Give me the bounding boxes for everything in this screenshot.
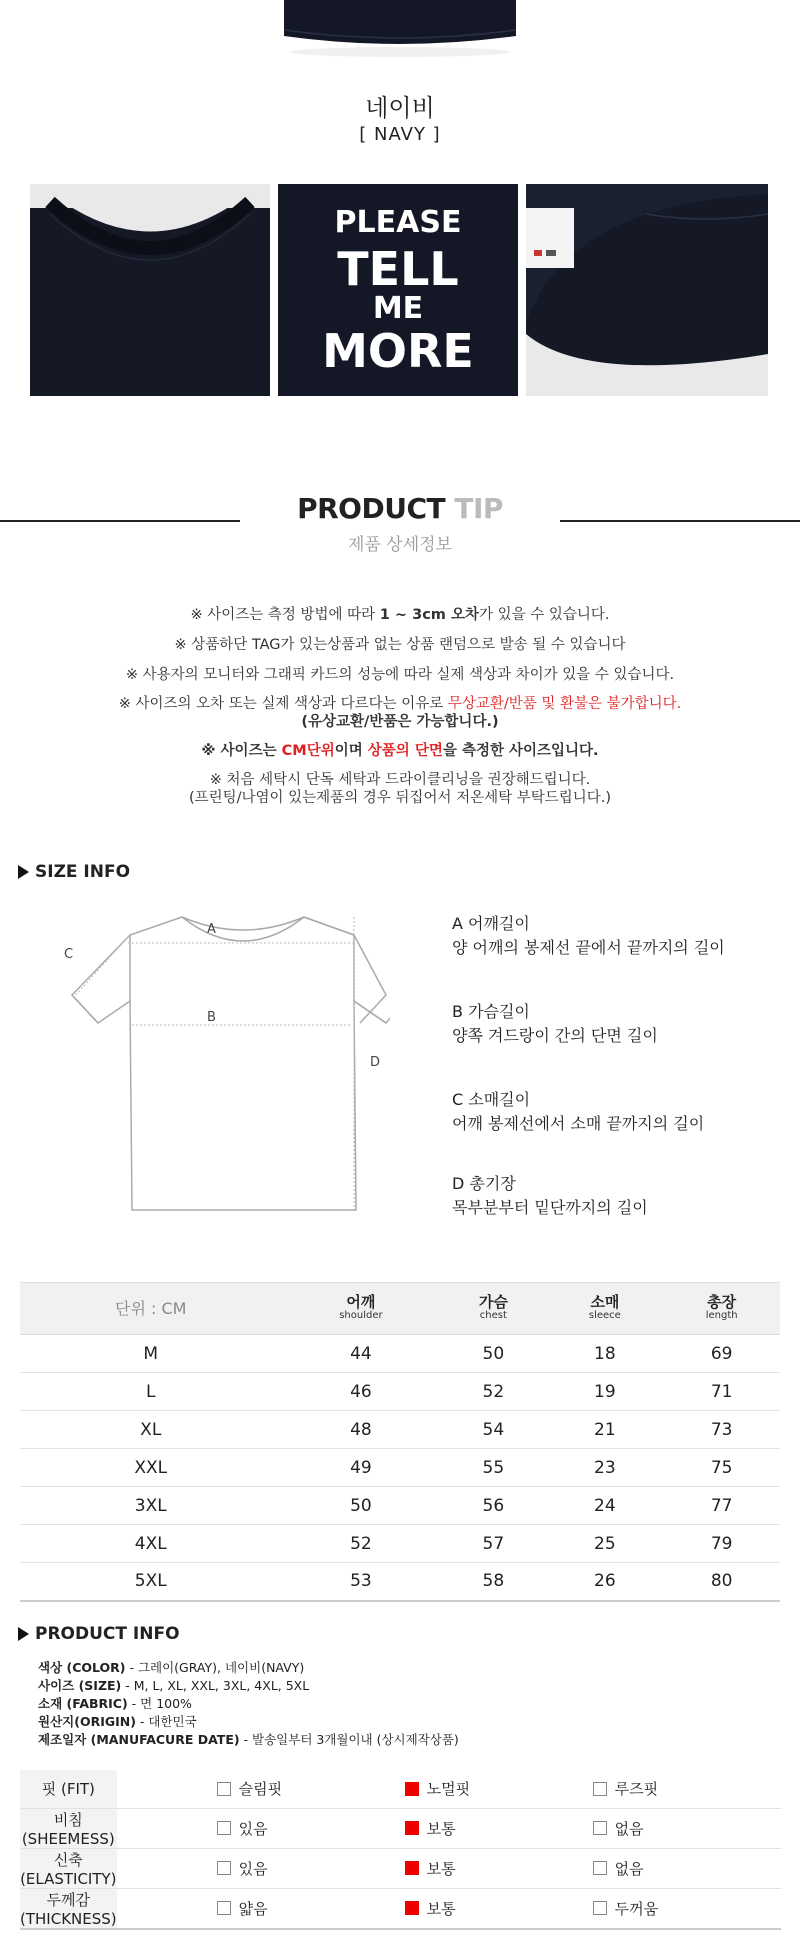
tip-title-dark: PRODUCT bbox=[297, 492, 446, 525]
product-info-key: 사이즈 (SIZE) bbox=[38, 1678, 122, 1693]
checkbox-icon bbox=[217, 1861, 231, 1875]
table-row bbox=[20, 1411, 780, 1449]
fit-option bbox=[405, 1898, 593, 1919]
table-row bbox=[20, 1373, 780, 1411]
label-d: D bbox=[370, 1055, 381, 1070]
table-row bbox=[20, 1335, 780, 1373]
notice-1: ※ 사이즈는 측정 방법에 따라 1 ~ 3cm 오차가 있을 수 있습니다. bbox=[190, 607, 610, 623]
definition-c bbox=[452, 1088, 792, 1136]
measure-cell: 50 bbox=[440, 1335, 546, 1373]
product-info-value: - 그레이(GRAY), 네이비(NAVY) bbox=[125, 1660, 305, 1675]
product-info-value: - 대한민국 bbox=[135, 1714, 197, 1729]
fit-option-label: 얇음 bbox=[238, 1899, 268, 1918]
fit-table bbox=[20, 1770, 781, 1930]
fit-row bbox=[20, 1848, 781, 1888]
notice-5: ※ 사이즈는 CM단위이며 상품의 단면을 측정한 사이즈입니다. bbox=[201, 743, 599, 759]
notice-list bbox=[0, 600, 800, 812]
triangle-icon bbox=[18, 865, 29, 879]
fit-options bbox=[117, 1808, 781, 1848]
fit-options bbox=[117, 1848, 781, 1888]
notice-3: ※ 사용자의 모니터와 그래픽 카드의 성능에 따라 실제 색상과 차이가 있을 수 있습니다. bbox=[125, 667, 675, 683]
measure-cell: 46 bbox=[281, 1373, 440, 1411]
fit-option bbox=[217, 1858, 405, 1879]
fit-options bbox=[117, 1770, 781, 1808]
measure-cell: 55 bbox=[440, 1449, 546, 1487]
size-cell: XL bbox=[20, 1411, 281, 1449]
measure-cell: 58 bbox=[440, 1563, 546, 1601]
product-info-item bbox=[38, 1695, 459, 1713]
measure-cell: 79 bbox=[663, 1525, 780, 1563]
measure-cell: 53 bbox=[281, 1563, 440, 1601]
fit-option bbox=[405, 1778, 593, 1799]
definition-a-desc: 양 어깨의 봉제선 끝에서 끝까지의 길이 bbox=[452, 938, 725, 957]
definition-b-desc: 양쪽 겨드랑이 간의 단면 길이 bbox=[452, 1026, 658, 1045]
fit-option bbox=[593, 1858, 781, 1879]
unit-label: 단위 : CM bbox=[20, 1283, 281, 1335]
fit-option bbox=[405, 1818, 593, 1839]
size-cell: 4XL bbox=[20, 1525, 281, 1563]
definition-a bbox=[452, 912, 792, 960]
measure-cell: 52 bbox=[281, 1525, 440, 1563]
print-photo bbox=[278, 184, 518, 396]
table-row bbox=[20, 1449, 780, 1487]
definition-d-title: D 총기장 bbox=[452, 1174, 516, 1193]
measure-cell: 25 bbox=[546, 1525, 663, 1563]
definition-a-title: A 어깨길이 bbox=[452, 914, 530, 933]
definition-b-title: B 가슴길이 bbox=[452, 1002, 530, 1021]
fit-option-label: 있음 bbox=[238, 1859, 268, 1878]
checkbox-icon bbox=[593, 1901, 607, 1915]
measure-cell: 71 bbox=[663, 1373, 780, 1411]
product-info-list bbox=[38, 1659, 459, 1749]
product-info-key: 소재 (FABRIC) bbox=[38, 1696, 128, 1711]
size-table bbox=[20, 1282, 780, 1602]
product-info-item bbox=[38, 1659, 459, 1677]
fit-row bbox=[20, 1770, 781, 1808]
product-tip-title bbox=[0, 492, 800, 525]
label-photo bbox=[526, 184, 768, 396]
checked-box-icon bbox=[405, 1782, 419, 1796]
measure-cell: 52 bbox=[440, 1373, 546, 1411]
checked-box-icon bbox=[405, 1821, 419, 1835]
notice-6: ※ 처음 세탁시 단독 세탁과 드라이클리닝을 권장해드립니다. (프린팅/나염이 있는제품의 경우 뒤집어서 저온세탁 부탁드립니다.) bbox=[188, 772, 612, 806]
tip-title-light: TIP bbox=[454, 492, 503, 525]
measure-cell: 24 bbox=[546, 1487, 663, 1525]
measure-cell: 48 bbox=[281, 1411, 440, 1449]
checkbox-icon bbox=[217, 1782, 231, 1796]
measure-cell: 54 bbox=[440, 1411, 546, 1449]
print-line-2: TELL bbox=[337, 242, 459, 296]
fit-option bbox=[217, 1898, 405, 1919]
size-cell: L bbox=[20, 1373, 281, 1411]
measure-cell: 57 bbox=[440, 1525, 546, 1563]
triangle-icon bbox=[18, 1627, 29, 1641]
fit-row-label: 신축 (ELASTICITY) bbox=[20, 1848, 117, 1888]
print-line-1: PLEASE bbox=[334, 205, 462, 240]
size-table-header bbox=[20, 1283, 780, 1335]
measure-cell: 26 bbox=[546, 1563, 663, 1601]
definition-b bbox=[452, 1000, 792, 1048]
size-cell: M bbox=[20, 1335, 281, 1373]
neckline-photo bbox=[30, 184, 270, 396]
product-info-item bbox=[38, 1731, 459, 1749]
checked-box-icon bbox=[405, 1901, 419, 1915]
fit-option bbox=[217, 1778, 405, 1799]
measure-cell: 50 bbox=[281, 1487, 440, 1525]
fit-row bbox=[20, 1888, 781, 1929]
fit-option-label: 슬림핏 bbox=[238, 1780, 283, 1799]
measure-cell: 49 bbox=[281, 1449, 440, 1487]
definition-d-desc: 목부분부터 밑단까지의 길이 bbox=[452, 1198, 648, 1217]
fit-option-label: 있음 bbox=[238, 1819, 268, 1838]
color-name-english: [ NAVY ] bbox=[359, 124, 441, 145]
measure-cell: 77 bbox=[663, 1487, 780, 1525]
fit-option-label: 보통 bbox=[426, 1859, 456, 1878]
fit-option bbox=[593, 1898, 781, 1919]
header-shoulder: 어깨 shoulder bbox=[281, 1283, 440, 1335]
checkbox-icon bbox=[217, 1821, 231, 1835]
measure-cell: 21 bbox=[546, 1411, 663, 1449]
size-info-title: SIZE INFO bbox=[35, 862, 131, 882]
header-chest: 가슴 chest bbox=[440, 1283, 546, 1335]
fit-row bbox=[20, 1808, 781, 1848]
print-line-3: ME bbox=[372, 291, 424, 326]
header-sleeve: 소매 sleece bbox=[546, 1283, 663, 1335]
fit-row-label: 핏 (FIT) bbox=[20, 1770, 117, 1808]
header-length: 총장 length bbox=[663, 1283, 780, 1335]
fit-option-label: 없음 bbox=[614, 1859, 644, 1878]
measure-cell: 80 bbox=[663, 1563, 780, 1601]
print-line-4: MORE bbox=[322, 324, 474, 378]
size-cell: 5XL bbox=[20, 1563, 281, 1601]
fit-option bbox=[217, 1818, 405, 1839]
product-info-value: - 면 100% bbox=[127, 1696, 192, 1711]
checkbox-icon bbox=[593, 1821, 607, 1835]
checked-box-icon bbox=[405, 1861, 419, 1875]
fit-option bbox=[593, 1818, 781, 1839]
notice-2: ※ 상품하단 TAG가 있는상품과 없는 상품 랜덤으로 발송 될 수 있습니다 bbox=[174, 637, 626, 653]
measure-cell: 19 bbox=[546, 1373, 663, 1411]
fit-option-label: 보통 bbox=[426, 1899, 456, 1918]
definition-d bbox=[452, 1172, 792, 1220]
measure-cell: 75 bbox=[663, 1449, 780, 1487]
fit-options bbox=[117, 1888, 781, 1929]
product-info-value: - 발송일부터 3개월이내 (상시제작상품) bbox=[239, 1732, 459, 1747]
label-c: C bbox=[64, 947, 74, 962]
label-b: B bbox=[207, 1010, 216, 1025]
measure-cell: 18 bbox=[546, 1335, 663, 1373]
fit-option-label: 두꺼움 bbox=[614, 1899, 659, 1918]
product-info-value: - M, L, XL, XXL, 3XL, 4XL, 5XL bbox=[121, 1678, 310, 1693]
table-row bbox=[20, 1487, 780, 1525]
size-cell: XXL bbox=[20, 1449, 281, 1487]
checkbox-icon bbox=[593, 1861, 607, 1875]
fit-row-label: 두께감(THICKNESS) bbox=[20, 1888, 117, 1929]
measure-cell: 56 bbox=[440, 1487, 546, 1525]
product-info-item bbox=[38, 1677, 459, 1695]
measure-cell: 23 bbox=[546, 1449, 663, 1487]
measure-cell: 69 bbox=[663, 1335, 780, 1373]
definition-c-desc: 어깨 봉제선에서 소매 끝까지의 길이 bbox=[452, 1114, 705, 1133]
product-info-title: PRODUCT INFO bbox=[35, 1624, 180, 1644]
table-row bbox=[20, 1563, 780, 1601]
checkbox-icon bbox=[217, 1901, 231, 1915]
color-name: 네이비 bbox=[365, 94, 435, 122]
definition-c-title: C 소매길이 bbox=[452, 1090, 531, 1109]
fit-option bbox=[405, 1858, 593, 1879]
measure-cell: 44 bbox=[281, 1335, 440, 1373]
tshirt-measure-diagram bbox=[50, 905, 390, 1225]
fit-option-label: 없음 bbox=[614, 1819, 644, 1838]
size-info-header bbox=[18, 862, 130, 882]
fit-option-label: 노멀핏 bbox=[426, 1780, 471, 1799]
fit-option-label: 루즈핏 bbox=[614, 1780, 659, 1799]
fit-option bbox=[593, 1778, 781, 1799]
product-info-header bbox=[18, 1624, 180, 1644]
product-tip-subtitle: 제품 상세정보 bbox=[348, 535, 452, 555]
fit-option-label: 보통 bbox=[426, 1819, 456, 1838]
product-info-key: 색상 (COLOR) bbox=[38, 1660, 126, 1675]
label-a: A bbox=[207, 922, 216, 937]
checkbox-icon bbox=[593, 1782, 607, 1796]
measure-cell: 73 bbox=[663, 1411, 780, 1449]
product-info-key: 제조일자 (MANUFACURE DATE) bbox=[38, 1732, 240, 1747]
shirt-hem-image bbox=[280, 0, 520, 60]
fit-row-label: 비침 (SHEEMESS) bbox=[20, 1808, 117, 1848]
product-info-key: 원산지(ORIGIN) bbox=[38, 1714, 136, 1729]
size-cell: 3XL bbox=[20, 1487, 281, 1525]
product-info-item bbox=[38, 1713, 459, 1731]
table-row bbox=[20, 1525, 780, 1563]
notice-4: ※ 사이즈의 오차 또는 실제 색상과 다르다는 이유로 무상교환/반품 및 환불은 불가합니다. (유상교환/반품은 가능합니다.) bbox=[118, 696, 682, 730]
